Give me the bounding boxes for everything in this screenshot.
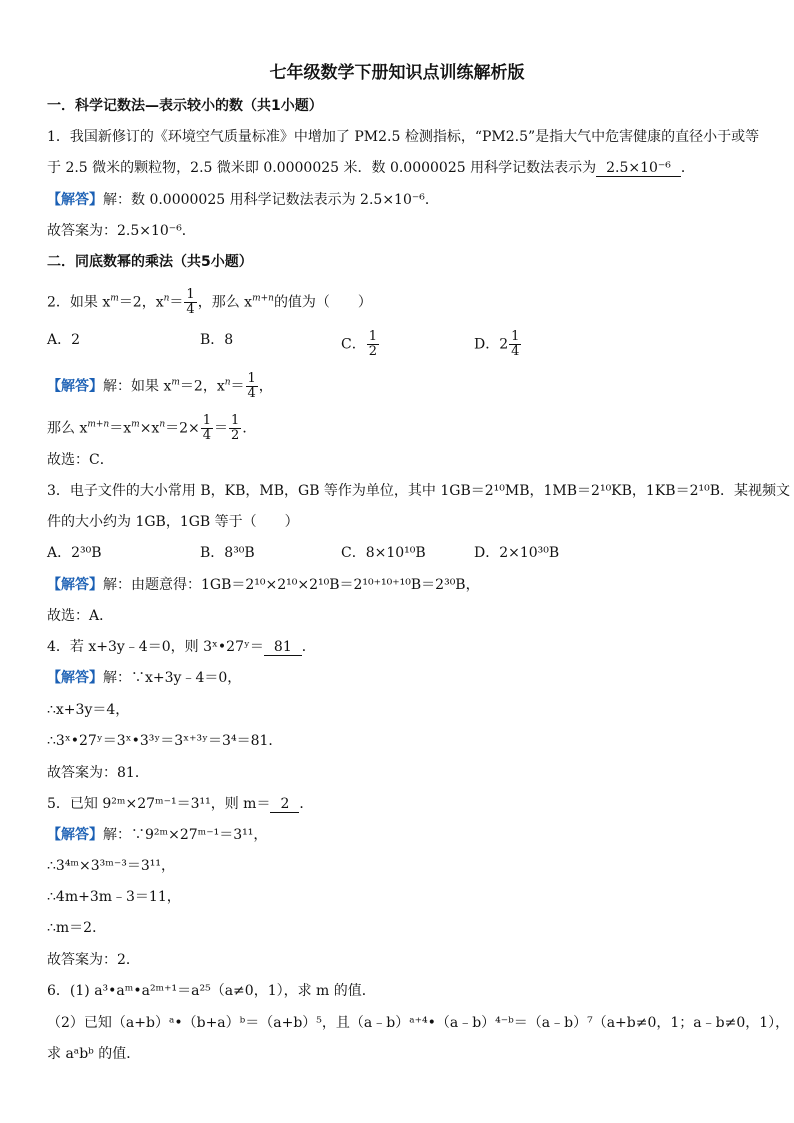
q3-line-1: 3．电子文件的大小常用 B，KB，MB，GB 等作为单位，其中 1GB＝2¹⁰MB，1MB＝2¹⁰KB，1KB＝2¹⁰B．某视频文 <box>47 483 791 499</box>
q4-answer: 故答案为：81． <box>47 765 149 781</box>
q3-solution: 【解答】解：由题意得：1GB＝2¹⁰×2¹⁰×2¹⁰B＝2¹⁰⁺¹⁰⁺¹⁰B＝2³⁰B， <box>47 577 480 593</box>
q2-solution-line-2: 那么 $x^{m+n}=x^m\times x^n=2\times$ $\frac{1}{4}$ ＝ $\frac{1}{2}$ ． <box>47 413 257 443</box>
q1-text: 于 2.5 微米的颗粒物，2.5 微米即 0.0000025 米．数 0.0000025 用科学记数法表示为 <box>47 160 597 176</box>
exp-n: n <box>163 293 170 304</box>
exp-m-plus-n: m+n <box>252 293 274 304</box>
q5-solution-line-3: ∴4m+3m﹣3＝11， <box>47 889 181 905</box>
q2-text-e: 的值为（ ） <box>273 294 372 311</box>
answer-tag: 【解答】 <box>47 378 103 395</box>
page-title: 七年级数学下册知识点训练解析版 <box>269 63 525 83</box>
q2-stem <box>47 288 757 317</box>
q2-text-b: ＝2，x <box>118 294 164 311</box>
q2-option-b: B．8 <box>200 332 234 348</box>
q3-option-c: C．8×10¹⁰B <box>341 545 426 561</box>
q4-solution: 【解答】解：∵x+3y﹣4＝0， <box>47 670 242 686</box>
q2-option-d: D．2 $\frac{1}{4}$ <box>474 329 520 359</box>
q5-solution-line-4: ∴m＝2． <box>47 920 107 936</box>
q5-answer: 故答案为：2． <box>47 952 140 968</box>
q3-option-d: D．2×10³⁰B <box>474 545 560 561</box>
answer-tag: 【解答】 <box>47 577 103 593</box>
q3-pick: 故选：A． <box>47 608 114 624</box>
fraction-one-quarter: $\frac{1}{4}$ <box>186 287 195 317</box>
q6-part-2: （2）已知（a+b）ᵃ•（b+a）ᵇ＝（a+b）⁵，且（a﹣b）ᵃ⁺⁴•（a﹣b）⁴⁻ᵇ＝（a﹣b）⁷（a+b≠0，1；a﹣b≠0，1）， <box>47 1015 790 1031</box>
answer-tag: 【解答】 <box>47 192 103 208</box>
q5-solution: 【解答】解：∵9²ᵐ×27ᵐ⁻¹＝3¹¹， <box>47 827 268 843</box>
fraction-one-quarter: $\frac{1}{4}$ <box>511 329 520 359</box>
q1-answer-blank: 2.5×10⁻⁶ <box>596 160 681 177</box>
section-heading-2: 二．同底数幂的乘法（共5小题） <box>47 254 253 270</box>
q4-solution-line-2: ∴x+3y＝4， <box>47 702 130 718</box>
q2-text-c: ＝ <box>169 294 184 311</box>
q4-stem: 4．若 x+3y﹣4＝0，则 3ˣ•27ʸ＝ 81 ． <box>47 639 316 655</box>
q2-text-d: ，那么 x <box>197 294 253 311</box>
section-heading-1: 一．科学记数法—表示较小的数（共1小题） <box>47 98 323 114</box>
exp-m: m <box>110 293 119 304</box>
q3-option-a: A．2³⁰B <box>47 545 102 561</box>
q1-suffix: ． <box>680 160 695 176</box>
q2-pick: 故选：C． <box>47 452 114 468</box>
q4-answer-blank: 81 <box>264 639 302 656</box>
q1-line-1: 1．我国新修订的《环境空气质量标准》中增加了 PM2.5 检测指标，“PM2.5”是指大气中危害健康的直径小于或等 <box>47 129 760 145</box>
q1-answer: 故答案为：2.5×10⁻⁶． <box>47 223 196 239</box>
q5-solution-line-2: ∴3⁴ᵐ×3³ᵐ⁻³＝3¹¹， <box>47 858 175 874</box>
q3-line-2: 件的大小约为 1GB，1GB 等于（ ） <box>47 514 299 530</box>
fraction-one-half: $\frac{1}{2}$ <box>368 329 377 359</box>
q6-part-2-end: 求 aᵃbᵇ 的值． <box>47 1046 141 1062</box>
fraction-one-quarter: $\frac{1}{4}$ <box>202 413 212 443</box>
q4-solution-line-3: ∴3ˣ•27ʸ＝3ˣ•3³ʸ＝3ˣ⁺³ʸ＝3⁴＝81． <box>47 733 283 749</box>
q2-option-c: C． $\frac{1}{2}$ <box>341 329 377 359</box>
q5-stem: 5．已知 9²ᵐ×27ᵐ⁻¹＝3¹¹，则 m＝ 2 ． <box>47 796 314 812</box>
q6-part-1: 6．(1) a³•aᵐ•a²ᵐ⁺¹＝a²⁵（a≠0，1），求 m 的值． <box>47 983 376 999</box>
q2-solution: 【解答】解：如果 $x^m=2$，$x^n=$ $\frac{1}{4}$ ， <box>47 371 273 401</box>
answer-tag: 【解答】 <box>47 827 103 843</box>
q1-solution <box>47 190 757 210</box>
q3-option-b: B．8³⁰B <box>200 545 255 561</box>
answer-tag: 【解答】 <box>47 670 103 686</box>
q2-text-a: 2．如果 x <box>47 294 111 311</box>
q5-answer-blank: 2 <box>270 796 299 813</box>
q1-solution-text: 解：数 0.0000025 用科学记数法表示为 2.5×10⁻⁶． <box>103 192 439 208</box>
q1-line-2 <box>47 158 757 178</box>
fraction-one-half: $\frac{1}{2}$ <box>231 413 240 443</box>
fraction-one-quarter: $\frac{1}{4}$ <box>247 371 256 401</box>
q2-option-a: A．2 <box>47 332 81 348</box>
